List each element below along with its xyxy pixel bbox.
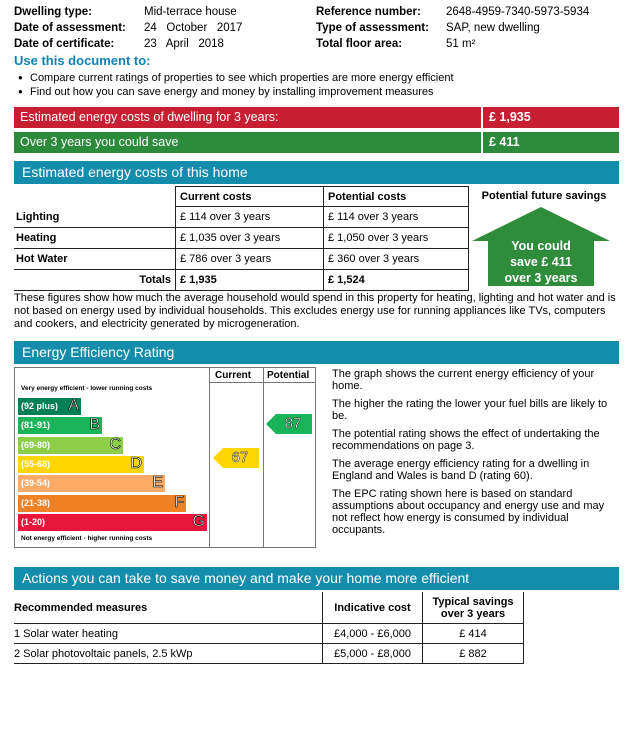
rating-paragraph: The average energy efficiency rating for a dwelling in England and Wales is band D (rating 60). xyxy=(332,458,590,482)
totals-potential: £ 1,524 xyxy=(323,270,469,291)
col-current-rating: Current xyxy=(215,370,252,381)
estimated-costs-band xyxy=(14,107,619,128)
col-potential-rating: Potential xyxy=(267,370,310,381)
reference-number-label: Reference number: xyxy=(316,6,421,18)
rating-paragraph: The higher the rating the lower your fuel bills are likely to be. xyxy=(332,398,608,422)
measure-saving: £ 882 xyxy=(422,644,524,664)
actions-section-title: Actions you can take to save money and make your home more efficient xyxy=(14,567,619,590)
col-current-costs: Current costs xyxy=(175,186,323,207)
rating-band-b xyxy=(18,417,102,434)
savings-house-icon xyxy=(466,207,616,286)
not-efficient-label: Not energy efficient - higher running costs xyxy=(21,535,153,542)
total-floor-area-label: Total floor area: xyxy=(316,38,403,50)
table-row xyxy=(14,624,524,644)
row-potential: £ 360 over 3 years xyxy=(323,249,469,270)
list-item: ● Compare current ratings of properties to see which properties are more energy efficient xyxy=(18,72,454,84)
bullet-icon: ● xyxy=(18,73,23,82)
total-floor-area-value: 51 m² xyxy=(446,38,476,50)
savings-line-1: You could xyxy=(511,239,571,253)
rating-section-title: Energy Efficiency Rating xyxy=(14,341,619,364)
date-of-assessment-label: Date of assessment: xyxy=(14,22,126,34)
bullet-icon: ● xyxy=(18,87,23,96)
rating-explanation xyxy=(332,368,617,542)
costs-note: These figures show how much the average household would spend in this property for heating, lighting and hot water and is not based on energy used by individual households. This excludes energy use for running appliances like TVs, computers and cookers, and electricity generated by microgeneration. xyxy=(14,292,616,330)
header-row xyxy=(14,4,614,20)
totals-current: £ 1,935 xyxy=(175,270,323,291)
row-name: Lighting xyxy=(14,207,175,228)
rating-band-range: (81-91) xyxy=(21,420,51,431)
very-efficient-label: Very energy efficient - lower running costs xyxy=(21,385,153,392)
row-current: £ 786 over 3 years xyxy=(175,249,323,270)
col-indicative-cost: Indicative cost xyxy=(322,592,422,624)
actions-table xyxy=(14,592,524,664)
rating-band-letter: C xyxy=(109,435,121,453)
savings-line-2: save £ 411 xyxy=(510,255,572,269)
measure-saving: £ 414 xyxy=(422,624,524,644)
certificate-header xyxy=(14,4,614,52)
totals-label: Totals xyxy=(14,270,175,291)
col-potential-savings: Potential future savings xyxy=(481,190,607,202)
use-document-title: Use this document to: xyxy=(14,53,151,68)
type-of-assessment-value: SAP, new dwelling xyxy=(446,22,540,34)
date-of-certificate-label: Date of certificate: xyxy=(14,38,115,50)
costs-section-title: Estimated energy costs of this home xyxy=(14,161,619,184)
potential-rating-arrow xyxy=(266,414,312,434)
rating-band-range: (55-68) xyxy=(21,458,51,469)
rating-paragraph: The potential rating shows the effect of undertaking the recommendations on page 3. xyxy=(332,428,600,452)
col-potential-costs: Potential costs xyxy=(323,186,469,207)
row-potential: £ 114 over 3 years xyxy=(323,207,469,228)
date-of-certificate-value: 23 April 2018 xyxy=(144,38,224,50)
rating-band-range: (69-80) xyxy=(21,439,51,450)
type-of-assessment-label: Type of assessment: xyxy=(316,22,429,34)
dwelling-type-label: Dwelling type: xyxy=(14,6,92,18)
rating-band-letter: F xyxy=(174,493,184,511)
savings-band xyxy=(14,132,619,153)
rating-band-letter: D xyxy=(130,454,142,472)
estimated-costs-label: Estimated energy costs of dwelling for 3 years: xyxy=(14,107,481,128)
savings-line-3: over 3 years xyxy=(504,271,578,285)
measure-cost: £4,000 - £6,000 xyxy=(322,624,422,644)
use-document-list xyxy=(18,71,454,99)
rating-band-letter: E xyxy=(152,474,163,492)
row-potential: £ 1,050 over 3 years xyxy=(323,228,469,249)
rating-band-range: (39-54) xyxy=(21,478,51,489)
rating-band-e xyxy=(18,475,165,492)
current-rating-arrow xyxy=(213,448,259,468)
rating-band-range: (92 plus) xyxy=(21,401,59,411)
reference-number-value: 2648-4959-7340-5973-5934 xyxy=(446,6,590,18)
rating-band-d xyxy=(18,456,144,473)
table-row xyxy=(14,644,524,664)
savings-label: Over 3 years you could save xyxy=(14,132,481,153)
estimated-costs-value: £ 1,935 xyxy=(481,107,619,128)
row-current: £ 114 over 3 years xyxy=(175,207,323,228)
rating-band-letter: G xyxy=(192,512,205,530)
rating-band-f xyxy=(18,495,186,512)
header-row xyxy=(14,20,614,36)
rating-band-g xyxy=(18,514,207,531)
col-typical-savings: Typical savings over 3 years xyxy=(422,592,524,624)
rating-band-letter: B xyxy=(89,416,100,434)
measure-cost: £5,000 - £8,000 xyxy=(322,644,422,664)
row-current: £ 1,035 over 3 years xyxy=(175,228,323,249)
date-of-assessment-value: 24 October 2017 xyxy=(144,22,243,34)
rating-band-range: (1-20) xyxy=(21,516,46,527)
header-row xyxy=(14,36,614,52)
col-recommended-measures: Recommended measures xyxy=(14,592,322,624)
rating-band-range: (21-38) xyxy=(21,497,51,508)
potential-rating-value: 87 xyxy=(284,415,302,432)
savings-value: £ 411 xyxy=(481,132,619,153)
rating-band-a xyxy=(18,398,81,415)
table-header-row xyxy=(14,592,524,624)
table-header-row xyxy=(14,186,619,207)
rating-band-letter: A xyxy=(68,397,79,414)
list-item: ● Find out how you can save energy and money by installing improvement measures xyxy=(18,86,434,98)
efficiency-rating-chart xyxy=(14,367,316,548)
measure-name: 2 Solar photovoltaic panels, 2.5 kWp xyxy=(14,644,322,664)
rating-paragraph: The graph shows the current energy efficiency of your home. xyxy=(332,368,595,392)
rating-band-c xyxy=(18,437,123,454)
current-rating-value: 67 xyxy=(231,449,249,466)
row-name: Hot Water xyxy=(14,249,175,270)
rating-paragraph: The EPC rating shown here is based on standard assumptions about occupancy and energy use and may not reflect how energy is consumed by individual occupants. xyxy=(332,488,605,536)
row-name: Heating xyxy=(14,228,175,249)
measure-name: 1 Solar water heating xyxy=(14,624,322,644)
dwelling-type-value: Mid-terrace house xyxy=(144,6,237,18)
